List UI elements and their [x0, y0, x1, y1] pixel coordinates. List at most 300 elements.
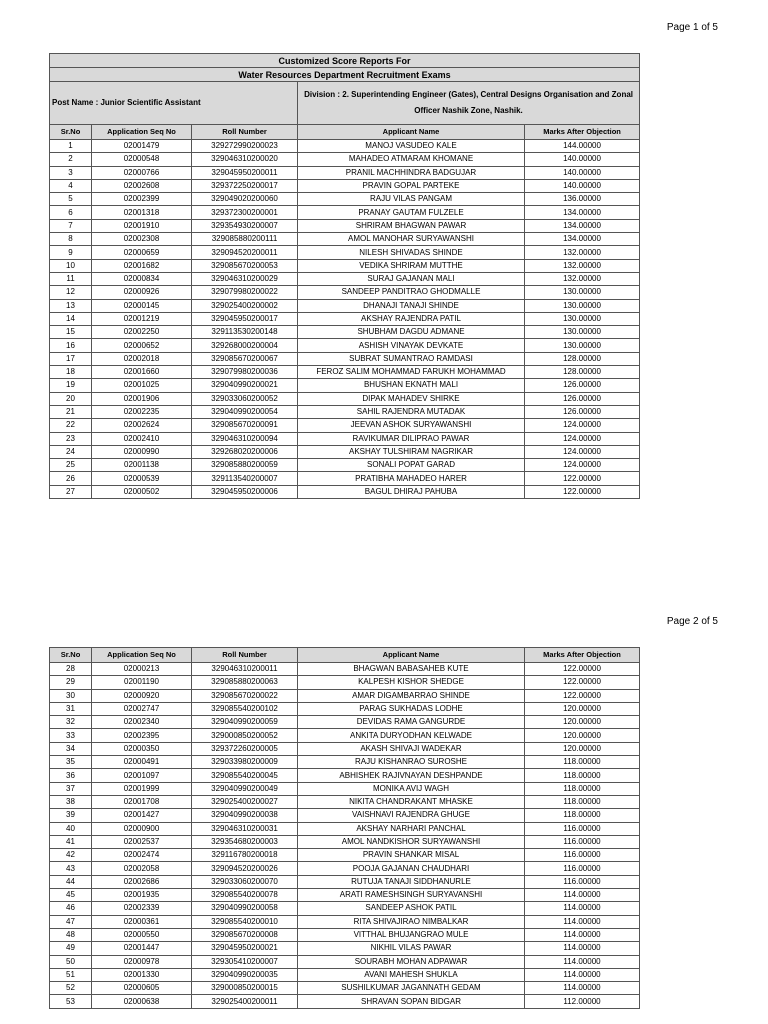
- table-row: [50, 663, 640, 676]
- roll-number-cell: 329116780200018: [192, 849, 298, 862]
- roll-number-cell: 329046310200011: [192, 663, 298, 676]
- roll-number-cell: 329040990200021: [192, 379, 298, 392]
- applicant-name-cell: KALPESH KISHOR SHEDGE: [298, 676, 525, 689]
- column-header-marks: Marks After Objection: [525, 125, 640, 140]
- marks-cell: 112.00000: [525, 995, 640, 1008]
- roll-number-cell: 329305410200007: [192, 955, 298, 968]
- application-seq-cell: 02002235: [92, 405, 192, 418]
- marks-cell: 140.00000: [525, 153, 640, 166]
- application-seq-cell: 02001318: [92, 206, 192, 219]
- table-row: [50, 862, 640, 875]
- roll-number-cell: 329040990200035: [192, 968, 298, 981]
- applicant-name-cell: VAISHNAVI RAJENDRA GHUGE: [298, 809, 525, 822]
- application-seq-cell: 02000548: [92, 153, 192, 166]
- roll-number-cell: 329040990200058: [192, 902, 298, 915]
- column-header-sr-no: Sr.No: [50, 125, 92, 140]
- sr-no-cell: 35: [50, 756, 92, 769]
- applicant-name-cell: PRAVIN GOPAL PARTEKE: [298, 179, 525, 192]
- page-number-1: Page 1 of 5: [666, 22, 718, 33]
- marks-cell: 134.00000: [525, 233, 640, 246]
- marks-cell: 124.00000: [525, 419, 640, 432]
- applicant-name-cell: ASHISH VINAYAK DEVKATE: [298, 339, 525, 352]
- table-row: [50, 716, 640, 729]
- roll-number-cell: 329046310200094: [192, 432, 298, 445]
- application-seq-cell: 02000659: [92, 246, 192, 259]
- application-seq-cell: 02002686: [92, 875, 192, 888]
- sr-no-cell: 19: [50, 379, 92, 392]
- sr-no-cell: 34: [50, 742, 92, 755]
- applicant-name-cell: RUTUJA TANAJI SIDDHANURLE: [298, 875, 525, 888]
- roll-number-cell: 329045950200017: [192, 312, 298, 325]
- marks-cell: 130.00000: [525, 286, 640, 299]
- sr-no-cell: 31: [50, 702, 92, 715]
- applicant-name-cell: SONALI POPAT GARAD: [298, 459, 525, 472]
- applicant-name-cell: DEVIDAS RAMA GANGURDE: [298, 716, 525, 729]
- table-row: [50, 153, 640, 166]
- page-number-2: Page 2 of 5: [666, 616, 718, 627]
- sr-no-cell: 29: [50, 676, 92, 689]
- table-row: [50, 968, 640, 981]
- table-row: [50, 702, 640, 715]
- column-header-marks: Marks After Objection: [525, 648, 640, 663]
- roll-number-cell: 329040990200049: [192, 782, 298, 795]
- roll-number-cell: 329268000200004: [192, 339, 298, 352]
- applicant-name-cell: SHRIRAM BHAGWAN PAWAR: [298, 219, 525, 232]
- applicant-name-cell: SHUBHAM DAGDU ADMANE: [298, 326, 525, 339]
- roll-number-cell: 329372300200001: [192, 206, 298, 219]
- table-row: [50, 259, 640, 272]
- roll-number-cell: 329079980200022: [192, 286, 298, 299]
- applicant-name-cell: SHRAVAN SOPAN BIDGAR: [298, 995, 525, 1008]
- applicant-name-cell: SUBRAT SUMANTRAO RAMDASI: [298, 352, 525, 365]
- roll-number-cell: 329000850200015: [192, 982, 298, 995]
- table-row: [50, 729, 640, 742]
- sr-no-cell: 2: [50, 153, 92, 166]
- marks-cell: 124.00000: [525, 432, 640, 445]
- sr-no-cell: 36: [50, 769, 92, 782]
- marks-cell: 128.00000: [525, 352, 640, 365]
- application-seq-cell: 02000638: [92, 995, 192, 1008]
- roll-number-cell: 329045950200021: [192, 942, 298, 955]
- table-row: [50, 179, 640, 192]
- application-seq-cell: 02001935: [92, 889, 192, 902]
- application-seq-cell: 02002250: [92, 326, 192, 339]
- sr-no-cell: 5: [50, 193, 92, 206]
- table-row: [50, 782, 640, 795]
- table-row: [50, 485, 640, 498]
- application-seq-cell: 02000491: [92, 756, 192, 769]
- applicant-name-cell: BHAGWAN BABASAHEB KUTE: [298, 663, 525, 676]
- sr-no-cell: 6: [50, 206, 92, 219]
- application-seq-cell: 02001330: [92, 968, 192, 981]
- sr-no-cell: 27: [50, 485, 92, 498]
- marks-cell: 116.00000: [525, 875, 640, 888]
- marks-cell: 140.00000: [525, 179, 640, 192]
- marks-cell: 118.00000: [525, 782, 640, 795]
- division-name: Division : 2. Superintending Engineer (Gates), Central Designs Organisation and Zonal Officer Nashik Zone, Nashik.: [298, 82, 640, 125]
- table-row: [50, 299, 640, 312]
- roll-number-cell: 329085670200008: [192, 928, 298, 941]
- application-seq-cell: 02002624: [92, 419, 192, 432]
- application-seq-cell: 02000550: [92, 928, 192, 941]
- marks-cell: 114.00000: [525, 955, 640, 968]
- application-seq-cell: 02002339: [92, 902, 192, 915]
- roll-number-cell: 329272990200023: [192, 140, 298, 153]
- application-seq-cell: 02002340: [92, 716, 192, 729]
- application-seq-cell: 02002018: [92, 352, 192, 365]
- applicant-name-cell: MAHADEO ATMARAM KHOMANE: [298, 153, 525, 166]
- table-row: [50, 809, 640, 822]
- column-header-application-seq-no: Application Seq No: [92, 125, 192, 140]
- applicant-name-cell: AMOL NANDKISHOR SURYAWANSHI: [298, 835, 525, 848]
- marks-cell: 118.00000: [525, 809, 640, 822]
- table-row: [50, 432, 640, 445]
- table-row: [50, 246, 640, 259]
- roll-number-cell: 329085880200059: [192, 459, 298, 472]
- applicant-name-cell: PARAG SUKHADAS LODHE: [298, 702, 525, 715]
- score-table-page-1: [49, 53, 640, 499]
- table-row: [50, 166, 640, 179]
- marks-cell: 132.00000: [525, 246, 640, 259]
- applicant-name-cell: AVANI MAHESH SHUKLA: [298, 968, 525, 981]
- applicant-name-cell: SAHIL RAJENDRA MUTADAK: [298, 405, 525, 418]
- marks-cell: 114.00000: [525, 968, 640, 981]
- roll-number-cell: 329372260200005: [192, 742, 298, 755]
- marks-cell: 114.00000: [525, 928, 640, 941]
- sr-no-cell: 37: [50, 782, 92, 795]
- table-row: [50, 445, 640, 458]
- table-row: [50, 326, 640, 339]
- application-seq-cell: 02001910: [92, 219, 192, 232]
- table-row: [50, 742, 640, 755]
- marks-cell: 122.00000: [525, 676, 640, 689]
- application-seq-cell: 02000350: [92, 742, 192, 755]
- sr-no-cell: 41: [50, 835, 92, 848]
- sr-no-cell: 21: [50, 405, 92, 418]
- application-seq-cell: 02002474: [92, 849, 192, 862]
- table-row: [50, 366, 640, 379]
- sr-no-cell: 12: [50, 286, 92, 299]
- marks-cell: 116.00000: [525, 822, 640, 835]
- column-header-roll-number: Roll Number: [192, 648, 298, 663]
- table-row: [50, 689, 640, 702]
- application-seq-cell: 02001660: [92, 366, 192, 379]
- application-seq-cell: 02001190: [92, 676, 192, 689]
- applicant-name-cell: AMOL MANOHAR SURYAWANSHI: [298, 233, 525, 246]
- application-seq-cell: 02001999: [92, 782, 192, 795]
- application-seq-cell: 02000766: [92, 166, 192, 179]
- marks-cell: 140.00000: [525, 166, 640, 179]
- roll-number-cell: 329085540200078: [192, 889, 298, 902]
- marks-cell: 118.00000: [525, 769, 640, 782]
- roll-number-cell: 329372250200017: [192, 179, 298, 192]
- marks-cell: 132.00000: [525, 272, 640, 285]
- roll-number-cell: 329354930200007: [192, 219, 298, 232]
- applicant-name-cell: NIKHIL VILAS PAWAR: [298, 942, 525, 955]
- applicant-name-cell: ABHISHEK RAJIVNAYAN DESHPANDE: [298, 769, 525, 782]
- column-header-applicant-name: Applicant Name: [298, 125, 525, 140]
- roll-number-cell: 329046310200020: [192, 153, 298, 166]
- marks-cell: 126.00000: [525, 379, 640, 392]
- application-seq-cell: 02000605: [92, 982, 192, 995]
- table-row: [50, 312, 640, 325]
- sr-no-cell: 3: [50, 166, 92, 179]
- application-seq-cell: 02002399: [92, 193, 192, 206]
- table-row: [50, 889, 640, 902]
- applicant-name-cell: RAJU VILAS PANGAM: [298, 193, 525, 206]
- application-seq-cell: 02002395: [92, 729, 192, 742]
- marks-cell: 126.00000: [525, 405, 640, 418]
- sr-no-cell: 47: [50, 915, 92, 928]
- table-row: [50, 756, 640, 769]
- sr-no-cell: 39: [50, 809, 92, 822]
- application-seq-cell: 02000978: [92, 955, 192, 968]
- roll-number-cell: 329094520200011: [192, 246, 298, 259]
- marks-cell: 114.00000: [525, 889, 640, 902]
- application-seq-cell: 02000900: [92, 822, 192, 835]
- marks-cell: 120.00000: [525, 729, 640, 742]
- marks-cell: 128.00000: [525, 366, 640, 379]
- sr-no-cell: 44: [50, 875, 92, 888]
- table-row: [50, 795, 640, 808]
- marks-cell: 122.00000: [525, 485, 640, 498]
- sr-no-cell: 45: [50, 889, 92, 902]
- sr-no-cell: 11: [50, 272, 92, 285]
- application-seq-cell: 02001682: [92, 259, 192, 272]
- applicant-name-cell: PRANAY GAUTAM FULZELE: [298, 206, 525, 219]
- applicant-name-cell: POOJA GAJANAN CHAUDHARI: [298, 862, 525, 875]
- report-title-line-1: Customized Score Reports For: [50, 54, 640, 68]
- sr-no-cell: 4: [50, 179, 92, 192]
- applicant-name-cell: RAVIKUMAR DILIPRAO PAWAR: [298, 432, 525, 445]
- sr-no-cell: 18: [50, 366, 92, 379]
- application-seq-cell: 02001219: [92, 312, 192, 325]
- marks-cell: 134.00000: [525, 219, 640, 232]
- sr-no-cell: 43: [50, 862, 92, 875]
- report-title-line-2: Water Resources Department Recruitment Exams: [50, 68, 640, 82]
- applicant-name-cell: RITA SHIVAJIRAO NIMBALKAR: [298, 915, 525, 928]
- application-seq-cell: 02001906: [92, 392, 192, 405]
- sr-no-cell: 33: [50, 729, 92, 742]
- application-seq-cell: 02001097: [92, 769, 192, 782]
- marks-cell: 122.00000: [525, 689, 640, 702]
- roll-number-cell: 329085670200067: [192, 352, 298, 365]
- applicant-name-cell: AKSHAY NARHARI PANCHAL: [298, 822, 525, 835]
- applicant-name-cell: ARATI RAMESHSINGH SURYAVANSHI: [298, 889, 525, 902]
- application-seq-cell: 02000920: [92, 689, 192, 702]
- column-header-row: [50, 648, 640, 663]
- marks-cell: 130.00000: [525, 312, 640, 325]
- table-row: [50, 928, 640, 941]
- applicant-name-cell: BHUSHAN EKNATH MALI: [298, 379, 525, 392]
- column-header-row: [50, 125, 640, 140]
- table-row: [50, 405, 640, 418]
- column-header-application-seq-no: Application Seq No: [92, 648, 192, 663]
- application-seq-cell: 02001447: [92, 942, 192, 955]
- table-row: [50, 835, 640, 848]
- application-seq-cell: 02000652: [92, 339, 192, 352]
- marks-cell: 114.00000: [525, 915, 640, 928]
- sr-no-cell: 25: [50, 459, 92, 472]
- applicant-name-cell: BAGUL DHIRAJ PAHUBA: [298, 485, 525, 498]
- sr-no-cell: 7: [50, 219, 92, 232]
- applicant-name-cell: SANDEEP ASHOK PATIL: [298, 902, 525, 915]
- column-header-roll-number: Roll Number: [192, 125, 298, 140]
- table-row: [50, 942, 640, 955]
- application-seq-cell: 02002058: [92, 862, 192, 875]
- table-row: [50, 875, 640, 888]
- application-seq-cell: 02000145: [92, 299, 192, 312]
- roll-number-cell: 329094520200026: [192, 862, 298, 875]
- application-seq-cell: 02001427: [92, 809, 192, 822]
- sr-no-cell: 13: [50, 299, 92, 312]
- table-row: [50, 676, 640, 689]
- application-seq-cell: 02002308: [92, 233, 192, 246]
- roll-number-cell: 329040990200054: [192, 405, 298, 418]
- applicant-name-cell: ANKITA DURYODHAN KELWADE: [298, 729, 525, 742]
- marks-cell: 134.00000: [525, 206, 640, 219]
- table-row: [50, 472, 640, 485]
- sr-no-cell: 22: [50, 419, 92, 432]
- marks-cell: 114.00000: [525, 982, 640, 995]
- roll-number-cell: 329033060200070: [192, 875, 298, 888]
- sr-no-cell: 26: [50, 472, 92, 485]
- roll-number-cell: 329113540200007: [192, 472, 298, 485]
- roll-number-cell: 329085880200063: [192, 676, 298, 689]
- application-seq-cell: 02002747: [92, 702, 192, 715]
- applicant-name-cell: AKSHAY TULSHIRAM NAGRIKAR: [298, 445, 525, 458]
- sr-no-cell: 28: [50, 663, 92, 676]
- application-seq-cell: 02001025: [92, 379, 192, 392]
- roll-number-cell: 329033980200009: [192, 756, 298, 769]
- marks-cell: 122.00000: [525, 472, 640, 485]
- marks-cell: 130.00000: [525, 339, 640, 352]
- roll-number-cell: 329268020200006: [192, 445, 298, 458]
- roll-number-cell: 329085670200091: [192, 419, 298, 432]
- applicant-name-cell: SURAJ GAJANAN MALI: [298, 272, 525, 285]
- table-row: [50, 272, 640, 285]
- application-seq-cell: 02002537: [92, 835, 192, 848]
- applicant-name-cell: AKSHAY RAJENDRA PATIL: [298, 312, 525, 325]
- application-seq-cell: 02001708: [92, 795, 192, 808]
- marks-cell: 132.00000: [525, 259, 640, 272]
- sr-no-cell: 38: [50, 795, 92, 808]
- roll-number-cell: 329033060200052: [192, 392, 298, 405]
- applicant-name-cell: AMAR DIGAMBARRAO SHINDE: [298, 689, 525, 702]
- marks-cell: 130.00000: [525, 326, 640, 339]
- sr-no-cell: 50: [50, 955, 92, 968]
- sr-no-cell: 52: [50, 982, 92, 995]
- table-row: [50, 219, 640, 232]
- application-seq-cell: 02000539: [92, 472, 192, 485]
- table-row: [50, 140, 640, 153]
- table-row: [50, 286, 640, 299]
- roll-number-cell: 329085670200053: [192, 259, 298, 272]
- table-row: [50, 849, 640, 862]
- application-seq-cell: 02001479: [92, 140, 192, 153]
- table-row: [50, 193, 640, 206]
- applicant-name-cell: NILESH SHIVADAS SHINDE: [298, 246, 525, 259]
- application-seq-cell: 02000502: [92, 485, 192, 498]
- marks-cell: 130.00000: [525, 299, 640, 312]
- table-row: [50, 995, 640, 1008]
- sr-no-cell: 16: [50, 339, 92, 352]
- sr-no-cell: 51: [50, 968, 92, 981]
- marks-cell: 116.00000: [525, 835, 640, 848]
- sr-no-cell: 17: [50, 352, 92, 365]
- marks-cell: 120.00000: [525, 702, 640, 715]
- sr-no-cell: 8: [50, 233, 92, 246]
- application-seq-cell: 02002608: [92, 179, 192, 192]
- applicant-name-cell: DIPAK MAHADEV SHIRKE: [298, 392, 525, 405]
- sr-no-cell: 32: [50, 716, 92, 729]
- table-row: [50, 206, 640, 219]
- sr-no-cell: 24: [50, 445, 92, 458]
- marks-cell: 116.00000: [525, 849, 640, 862]
- roll-number-cell: 329079980200036: [192, 366, 298, 379]
- marks-cell: 124.00000: [525, 445, 640, 458]
- applicant-name-cell: MONIKA AVIJ WAGH: [298, 782, 525, 795]
- roll-number-cell: 329025400200002: [192, 299, 298, 312]
- roll-number-cell: 329113530200148: [192, 326, 298, 339]
- applicant-name-cell: SUSHILKUMAR JAGANNATH GEDAM: [298, 982, 525, 995]
- sr-no-cell: 40: [50, 822, 92, 835]
- table-row: [50, 379, 640, 392]
- roll-number-cell: 329046310200031: [192, 822, 298, 835]
- marks-cell: 120.00000: [525, 742, 640, 755]
- marks-cell: 118.00000: [525, 795, 640, 808]
- roll-number-cell: 329040990200059: [192, 716, 298, 729]
- roll-number-cell: 329045950200011: [192, 166, 298, 179]
- sr-no-cell: 49: [50, 942, 92, 955]
- application-seq-cell: 02000361: [92, 915, 192, 928]
- sr-no-cell: 48: [50, 928, 92, 941]
- roll-number-cell: 329025400200027: [192, 795, 298, 808]
- table-row: [50, 459, 640, 472]
- application-seq-cell: 02000926: [92, 286, 192, 299]
- sr-no-cell: 20: [50, 392, 92, 405]
- table-row: [50, 339, 640, 352]
- applicant-name-cell: NIKITA CHANDRAKANT MHASKE: [298, 795, 525, 808]
- marks-cell: 118.00000: [525, 756, 640, 769]
- table-row: [50, 982, 640, 995]
- sr-no-cell: 10: [50, 259, 92, 272]
- marks-cell: 136.00000: [525, 193, 640, 206]
- marks-cell: 124.00000: [525, 459, 640, 472]
- sr-no-cell: 42: [50, 849, 92, 862]
- application-seq-cell: 02000213: [92, 663, 192, 676]
- marks-cell: 126.00000: [525, 392, 640, 405]
- sr-no-cell: 1: [50, 140, 92, 153]
- applicant-name-cell: AKASH SHIVAJI WADEKAR: [298, 742, 525, 755]
- applicant-name-cell: VEDIKA SHRIRAM MUTTHE: [298, 259, 525, 272]
- table-row: [50, 915, 640, 928]
- roll-number-cell: 329046310200029: [192, 272, 298, 285]
- applicant-name-cell: DHANAJI TANAJI SHINDE: [298, 299, 525, 312]
- sr-no-cell: 15: [50, 326, 92, 339]
- application-seq-cell: 02000990: [92, 445, 192, 458]
- column-header-applicant-name: Applicant Name: [298, 648, 525, 663]
- table-row: [50, 902, 640, 915]
- roll-number-cell: 329085670200022: [192, 689, 298, 702]
- roll-number-cell: 329045950200006: [192, 485, 298, 498]
- applicant-name-cell: PRATIBHA MAHADEO HARER: [298, 472, 525, 485]
- applicant-name-cell: MANOJ VASUDEO KALE: [298, 140, 525, 153]
- roll-number-cell: 329085880200111: [192, 233, 298, 246]
- marks-cell: 114.00000: [525, 902, 640, 915]
- table-row: [50, 769, 640, 782]
- table-row: [50, 352, 640, 365]
